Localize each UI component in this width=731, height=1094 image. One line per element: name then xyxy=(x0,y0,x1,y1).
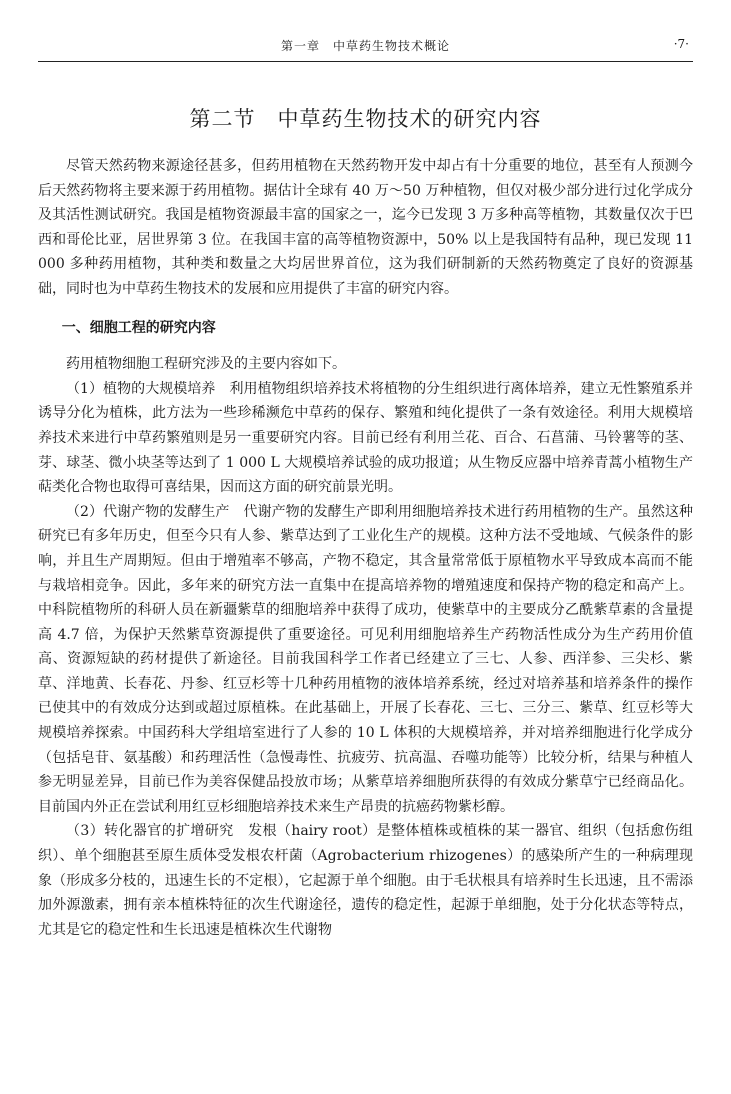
chapter-title: 第一章 中草药生物技术概论 xyxy=(280,39,450,53)
paragraph-transformed-organs: （3）转化器官的扩增研究 发根（hairy root）是整体植株或植株的某一器官、组织（包括愈伤组织）、单个细胞甚至原生质体受发根农杆菌（Agrobacterium rhizogenes）的感染所产生的一种病理现象（形成多分枝的，迅速生长的不定根），它起源于单个细胞。由于毛状根具有培养时生长迅速，且不需添加外源激素，拥有亲本植株特征的次生代谢途径，遗传的稳定性，起源于单细胞，处于分化状态等特点，尤其是它的稳定性和生长迅速是植株次生代谢物 xyxy=(38,823,693,938)
paragraph-plant-culture: （1）植物的大规模培养 利用植物组织培养技术将植物的分生组织进行离体培养，建立无性繁殖系并诱导分化为植株，此方法为一些珍稀濒危中草药的保存、繁殖和纯化提供了一条有效途径。利用大规模培养技术来进行中草药繁殖则是另一重要研究内容。目前已经有利用兰花、百合、石菖蒲、马铃薯等的茎、芽、球茎、微小块茎等达到了 1 000 L 大规模培养试验的成功报道；从生物反应器中培养青蒿小植物生产萜类化合物也取得可喜结果，因而这方面的研究前景光明。 xyxy=(38,380,693,496)
running-header xyxy=(38,37,693,57)
intro-paragraph: 尽管天然药物来源途径甚多，但药用植物在天然药物开发中却占有十分重要的地位，甚至有人预测今后天然药物将主要来源于药用植物。据估计全球有 40 万～50 万种植物，但仅对极少部分进行过化学成分及其活性测试研究。我国是植物资源最丰富的国家之一，迄今已发现 3 万多种高等植物，其数量仅次于巴西和哥伦比亚，居世界第 3 位。在我国丰富的高等植物资源中，50% 以上是我国特有品种，现已发现 11 000 多种药用植物，其种类和数量之大均居世界首位，这为我们研制新的天然药物奠定了良好的资源基础，同时也为中草药生物技术的发展和应用提供了丰富的研究内容。 xyxy=(38,158,693,297)
section-title: 第二节 中草药生物技术的研究内容 xyxy=(189,107,542,131)
page-number: ·7· xyxy=(673,37,689,51)
header-divider xyxy=(38,61,693,62)
lead-paragraph: 药用植物细胞工程研究涉及的主要内容如下。 xyxy=(66,356,346,373)
paragraph-fermentation: （2）代谢产物的发酵生产 代谢产物的发酵生产即利用细胞培养技术进行药用植物的生产。虽然这种研究已有多年历史，但至今只有人参、紫草达到了工业化生产的规模。这种方法不受地域、气候条件的影响，并且生产周期短。但由于增殖率不够高，产物不稳定，其含量常常低于原植物水平导致成本高而不能与栽培相竞争。因此，多年来的研究方法一直集中在提高培养物的增殖速度和保持产物的稳定和高产上。中科院植物所的科研人员在新疆紫草的细胞培养中获得了成功，使紫草中的主要成分乙酰紫草素的含量提高 4.7 倍，为保护天然紫草资源提供了重要途径。可见利用细胞培养生产药物活性成分为生产药用价值高、资源短缺的药材提供了新途径。目前我国科学工作者已经建立了三七、人参、西洋参、三尖杉、紫草、洋地黄、长春花、丹参、红豆杉等十几种药用植物的液体培养系统，经过对培养基和培养条件的操作已使其中的有效成分达到或超过原植株。在此基础上，开展了长春花、三七、三分三、紫草、红豆杉等大规模培养探索。中国药科大学组培室进行了人参的 10 L 体积的大规模培养，并对培养细胞进行化学成分（包括皂苷、氨基酸）和药理活性（急慢毒性、抗疲劳、抗高温、吞噬功能等）比较分析，结果与种植人参无明显差异，目前已作为美容保健品投放市场；从紫草培养细胞所获得的有效成分紫草宁已经商品化。目前国内外正在尝试利用红豆杉细胞培养技术来生产昂贵的抗癌药物紫杉醇。 xyxy=(38,503,693,815)
body-text xyxy=(38,154,693,942)
subsection-heading: 一、细胞工程的研究内容 xyxy=(61,319,216,336)
